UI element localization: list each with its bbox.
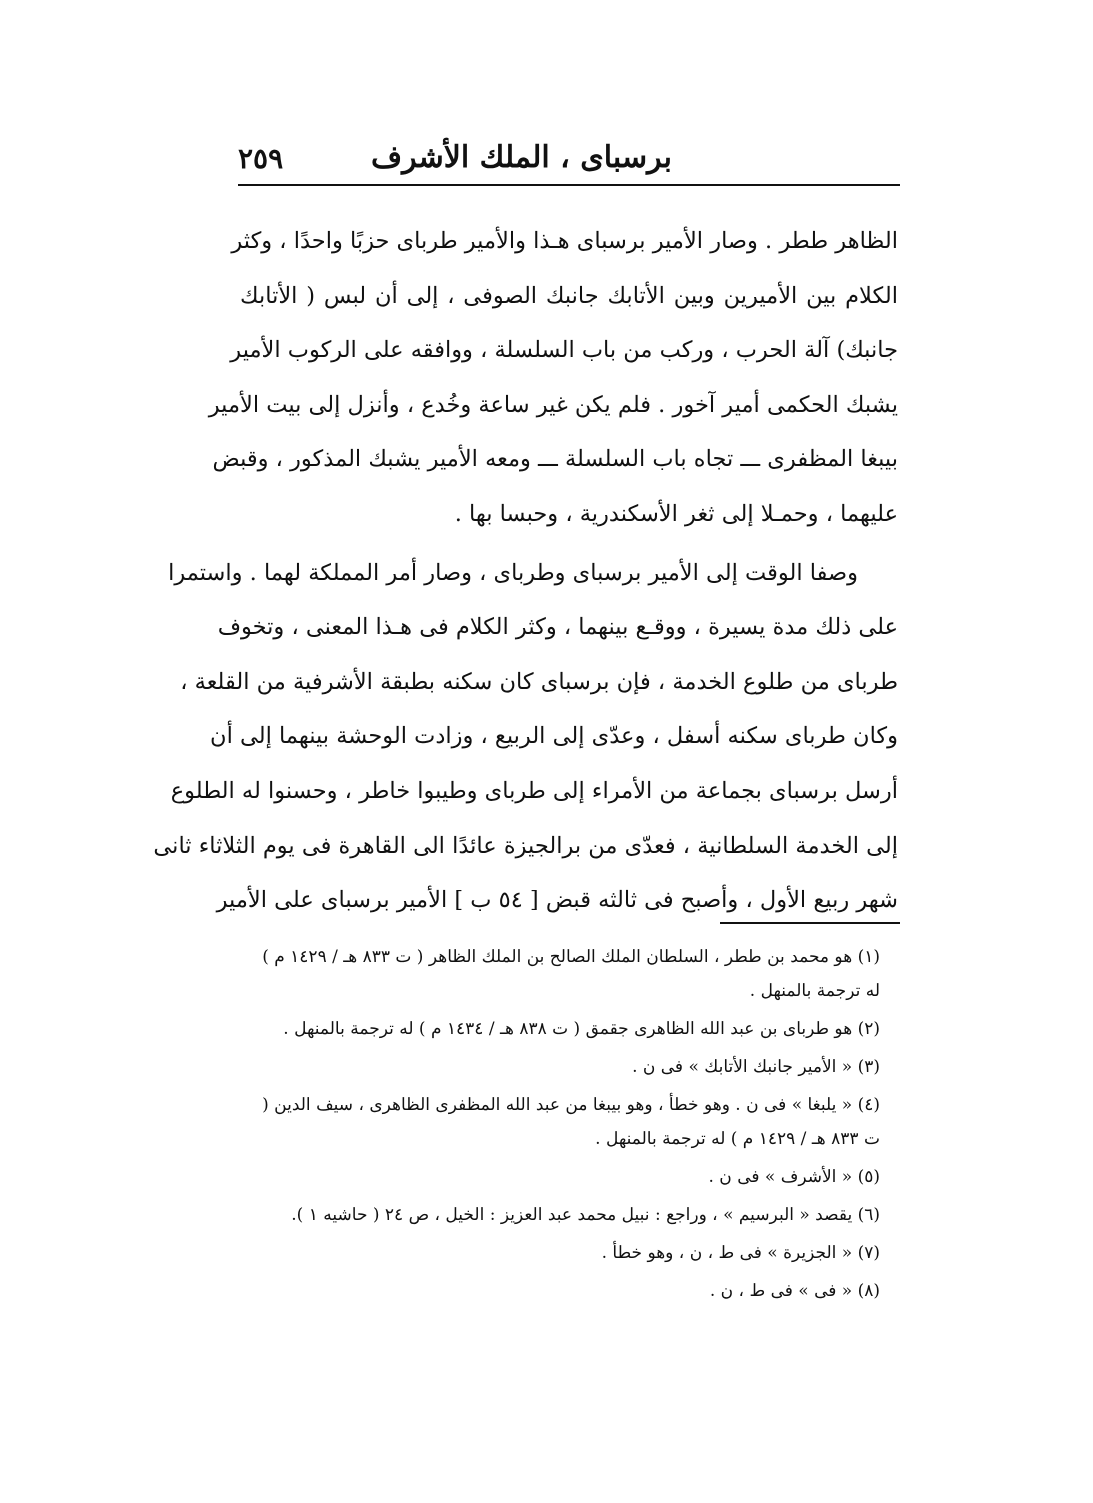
page-number: ٢٥٩ bbox=[238, 142, 284, 175]
text-line: إلى الخدمة السلطانية ، فعدّى من برالجيزة عائدًا الى القاهرة فى يوم الثلاثاء ثانى bbox=[153, 832, 898, 859]
footnotes bbox=[248, 940, 880, 1312]
text-line: بيبغا المظفرى ـــ تجاه باب السلسلة ـــ ومعه الأمير يشبك المذكور ، وقبض bbox=[212, 446, 898, 473]
running-title: برسباى ، الملك الأشرف bbox=[371, 140, 672, 175]
text-line: وكان طرباى سكنه أسفل ، وعدّى إلى الربيع ، وزادت الوحشة بينهما إلى أن bbox=[210, 723, 898, 750]
text-line: جانبك) آلة الحرب ، وركب من باب السلسلة ، ووافقه على الركوب الأمير bbox=[230, 337, 898, 364]
text-line: يشبك الحكمى أمير آخور . فلم يكن غير ساعة وخُدع ، وأنزل إلى بيت الأمير bbox=[208, 391, 898, 418]
footnote-1: (١) هو محمد بن ططر ، السلطان الملك الصالح بن الملك الظاهر ( ت ٨٣٣ هـ / ١٤٢٩ م ) له ترجمة بالمنهل . bbox=[262, 947, 880, 1001]
footnote-3: (٣) « الأمير جانبك الأتابك » فى ن . bbox=[632, 1057, 880, 1077]
text-line: أرسل برسباى بجماعة من الأمراء إلى طرباى وطيبوا خاطر ، وحسنوا له الطلوع bbox=[170, 777, 898, 804]
footnote-8: (٨) « فى » فى ط ، ن . bbox=[709, 1281, 880, 1301]
running-header bbox=[238, 136, 900, 182]
paragraph-2 bbox=[153, 546, 898, 928]
header-rule bbox=[238, 184, 900, 186]
main-text bbox=[153, 214, 898, 928]
paragraph-1 bbox=[208, 214, 898, 542]
footnote-rule bbox=[720, 922, 900, 924]
footnote-6: (٦) يقصد « البرسيم » ، وراجع : نبيل محمد عبد العزيز : الخيل ، ص ٢٤ ( حاشيه ١ ). bbox=[291, 1205, 880, 1225]
footnote-4: (٤) « يلبغا » فى ن . وهو خطأ ، وهو بيبغا من عبد الله المظفرى الظاهرى ، سيف الدين ( ت ٨٣٣ هـ / ١٤٢٩ م ) له ترجمة بالمنهل . bbox=[262, 1095, 880, 1149]
text-line: الظاهر ططر . وصار الأمير برسباى هـذا والأمير طرباى حزبًا واحدًا ، وكثر bbox=[231, 228, 898, 254]
footnote-7: (٧) « الجزيرة » فى ط ، ن ، وهو خطأ . bbox=[601, 1243, 880, 1263]
text-line: على ذلك مدة يسيرة ، ووقـع بينهما ، وكثر الكلام فى هـذا المعنى ، وتخوف bbox=[217, 614, 898, 641]
text-line: عليهما ، وحمـلا إلى ثغر الأسكندرية ، وحبسا بها . bbox=[454, 500, 898, 527]
text-line: وصفا الوقت إلى الأمير برسباى وطرباى ، وصار أمر المملكة لهما . واستمرا bbox=[168, 559, 858, 586]
text-line: طرباى من طلوع الخدمة ، فإن برسباى كان سكنه بطبقة الأشرفية من القلعة ، bbox=[180, 668, 898, 695]
text-line: الكلام بين الأميرين وبين الأتابك جانبك الصوفى ، إلى أن لبس ( الأتابك bbox=[240, 282, 898, 309]
footnote-5: (٥) « الأشرف » فى ن . bbox=[708, 1167, 880, 1187]
text-line: شهر ربيع الأول ، وأصبح فى ثالثه قبض [ ٥٤ ب ] الأمير برسباى على الأمير bbox=[216, 887, 898, 914]
footnote-2: (٢) هو طرباى بن عبد الله الظاهرى جقمق ( ت ٨٣٨ هـ / ١٤٣٤ م ) له ترجمة بالمنهل . bbox=[283, 1019, 880, 1039]
